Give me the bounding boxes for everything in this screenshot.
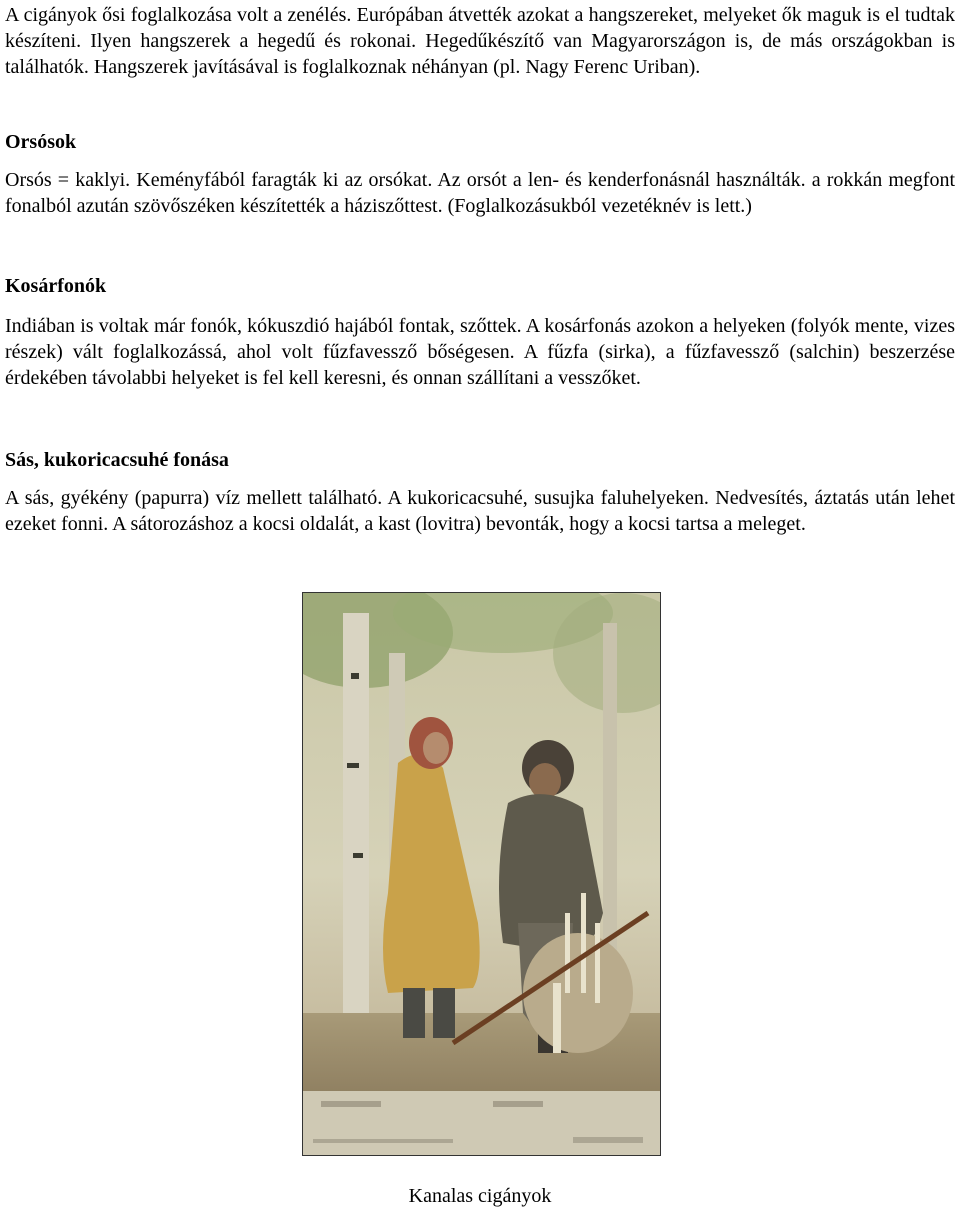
postcard-illustration [303, 593, 660, 1155]
heading-sas: Sás, kukoricacsuhé fonása [5, 449, 229, 471]
sas-paragraph: A sás, gyékény (papurra) víz mellett található. A kukoricacsuhé, susujka faluhelyeken. Nedvesítés, áztatás után lehet ezeket fonni. A sátorozáshoz a kocsi oldalát, a kast (lovitra) bevonták, hogy a kocsi tartsa a meleget. [5, 487, 955, 535]
kosarfonok-paragraph: Indiában is voltak már fonók, kókuszdió hajából fontak, szőttek. A kosárfonás azokon a helyeken (folyók mente, vizes részek) vált foglalkozássá, ahol volt fűzfavessző bőségesen. A fűzfa (sirka), a fűzfavessző (salchin) beszerzése érdekében távolabbi helyeket is fel kell keresni, és onnan szállítani a vesszőket. [5, 315, 955, 389]
intro-paragraph: A cigányok ősi foglalkozása volt a zenélés. Európában átvették azokat a hangszereket, melyeket ők maguk is el tudtak készíteni. Ilyen hangszerek a hegedű és rokonai. Hegedűkészítő van Magyarországon is, de más országokban is találhatók. Hangszerek javításával is foglalkoznak néhányan (pl. Nagy Ferenc Uriban). [5, 4, 955, 78]
orsosok-paragraph: Orsós = kaklyi. Keményfából faragták ki az orsókat. Az orsót a len- és kenderfonásnál használták. a rokkán megfont fonalból azután szövőszéken készítették a háziszőttest. (Foglalkozásukból vezetéknév is lett.) [5, 169, 955, 217]
figure-caption: Kanalas cigányok [408, 1185, 552, 1207]
heading-orsosok: Orsósok [5, 131, 77, 153]
heading-kosarfonok: Kosárfonók [5, 275, 107, 297]
postcard-image [302, 592, 661, 1156]
